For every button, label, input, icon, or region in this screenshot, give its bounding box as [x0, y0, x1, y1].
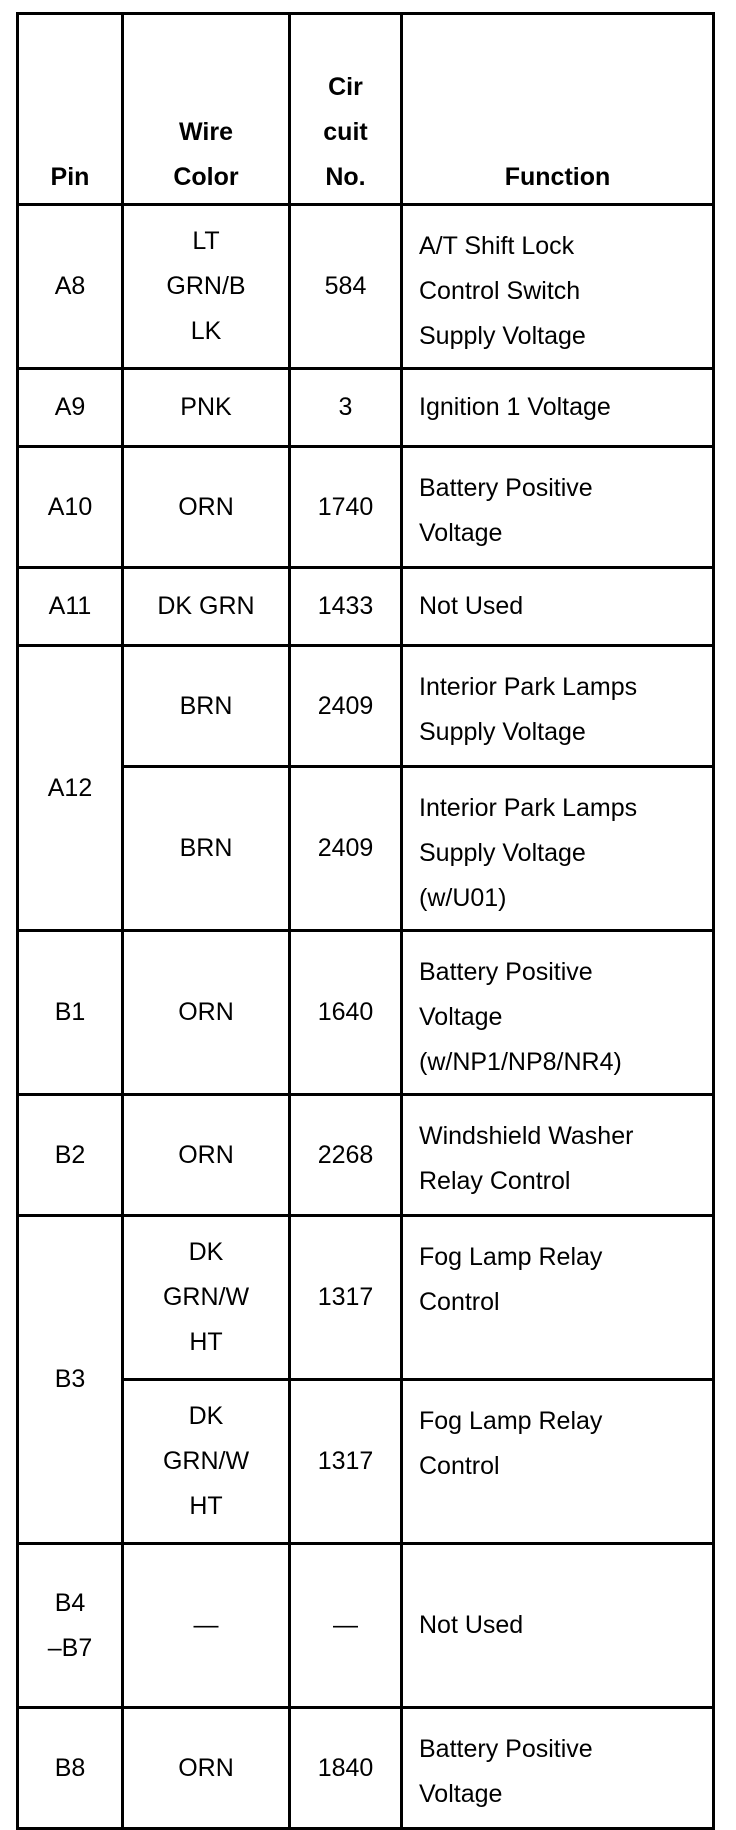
- function-cell: Battery Positive Voltage: [402, 447, 714, 568]
- function-cell: Interior Park Lamps Supply Voltage: [402, 646, 714, 767]
- function-cell: Not Used: [402, 568, 714, 646]
- pin-cell: A12: [18, 646, 123, 931]
- circuit-no-cell: 1317: [290, 1380, 402, 1544]
- connector-pinout-table: [16, 12, 715, 1830]
- wire-color-cell: PNK: [123, 369, 290, 447]
- circuit-no-cell: 1740: [290, 447, 402, 568]
- function-cell: Fog Lamp Relay Control: [402, 1216, 714, 1380]
- circuit-no-cell: 584: [290, 205, 402, 369]
- function-cell: Not Used: [402, 1544, 714, 1708]
- function-cell: Battery Positive Voltage: [402, 1708, 714, 1829]
- pin-cell: B4 –B7: [18, 1544, 123, 1708]
- circuit-no-cell: 1433: [290, 568, 402, 646]
- function-cell: Ignition 1 Voltage: [402, 369, 714, 447]
- wire-color-cell: DK GRN/W HT: [123, 1216, 290, 1380]
- header-circuit-no: Cir cuit No.: [290, 14, 402, 205]
- function-cell: Windshield Washer Relay Control: [402, 1095, 714, 1216]
- table-row: [18, 568, 714, 646]
- wire-color-cell: DK GRN/W HT: [123, 1380, 290, 1544]
- table-row: [18, 1380, 714, 1544]
- circuit-no-cell: 2268: [290, 1095, 402, 1216]
- table-row: [18, 205, 714, 369]
- wire-color-cell: ORN: [123, 931, 290, 1095]
- table-row: [18, 1544, 714, 1708]
- circuit-no-cell: 2409: [290, 767, 402, 931]
- wire-color-cell: BRN: [123, 646, 290, 767]
- pin-cell: A8: [18, 205, 123, 369]
- pin-cell: A11: [18, 568, 123, 646]
- table-row: [18, 447, 714, 568]
- circuit-no-cell: 1317: [290, 1216, 402, 1380]
- pin-cell: B2: [18, 1095, 123, 1216]
- circuit-no-cell: 1640: [290, 931, 402, 1095]
- header-function: Function: [402, 14, 714, 205]
- wire-color-cell: LT GRN/B LK: [123, 205, 290, 369]
- function-cell: Fog Lamp Relay Control: [402, 1380, 714, 1544]
- circuit-no-cell: 2409: [290, 646, 402, 767]
- table-row: [18, 767, 714, 931]
- table-row: [18, 1095, 714, 1216]
- pin-cell: B3: [18, 1216, 123, 1544]
- wire-color-cell: ORN: [123, 1708, 290, 1829]
- table-row: [18, 1708, 714, 1829]
- table-row: [18, 931, 714, 1095]
- pin-cell: B8: [18, 1708, 123, 1829]
- table-row: [18, 1216, 714, 1380]
- pin-cell: A9: [18, 369, 123, 447]
- wire-color-cell: —: [123, 1544, 290, 1708]
- header-row: [18, 14, 714, 205]
- wire-color-cell: ORN: [123, 1095, 290, 1216]
- wire-color-cell: ORN: [123, 447, 290, 568]
- circuit-no-cell: —: [290, 1544, 402, 1708]
- pin-cell: B1: [18, 931, 123, 1095]
- circuit-no-cell: 1840: [290, 1708, 402, 1829]
- function-cell: A/T Shift Lock Control Switch Supply Voltage: [402, 205, 714, 369]
- wire-color-cell: DK GRN: [123, 568, 290, 646]
- circuit-no-cell: 3: [290, 369, 402, 447]
- function-cell: Interior Park Lamps Supply Voltage (w/U01): [402, 767, 714, 931]
- pin-cell: A10: [18, 447, 123, 568]
- function-cell: Battery Positive Voltage (w/NP1/NP8/NR4): [402, 931, 714, 1095]
- header-wire-color: Wire Color: [123, 14, 290, 205]
- wire-color-cell: BRN: [123, 767, 290, 931]
- table-row: [18, 369, 714, 447]
- table-row: [18, 646, 714, 767]
- header-pin: Pin: [18, 14, 123, 205]
